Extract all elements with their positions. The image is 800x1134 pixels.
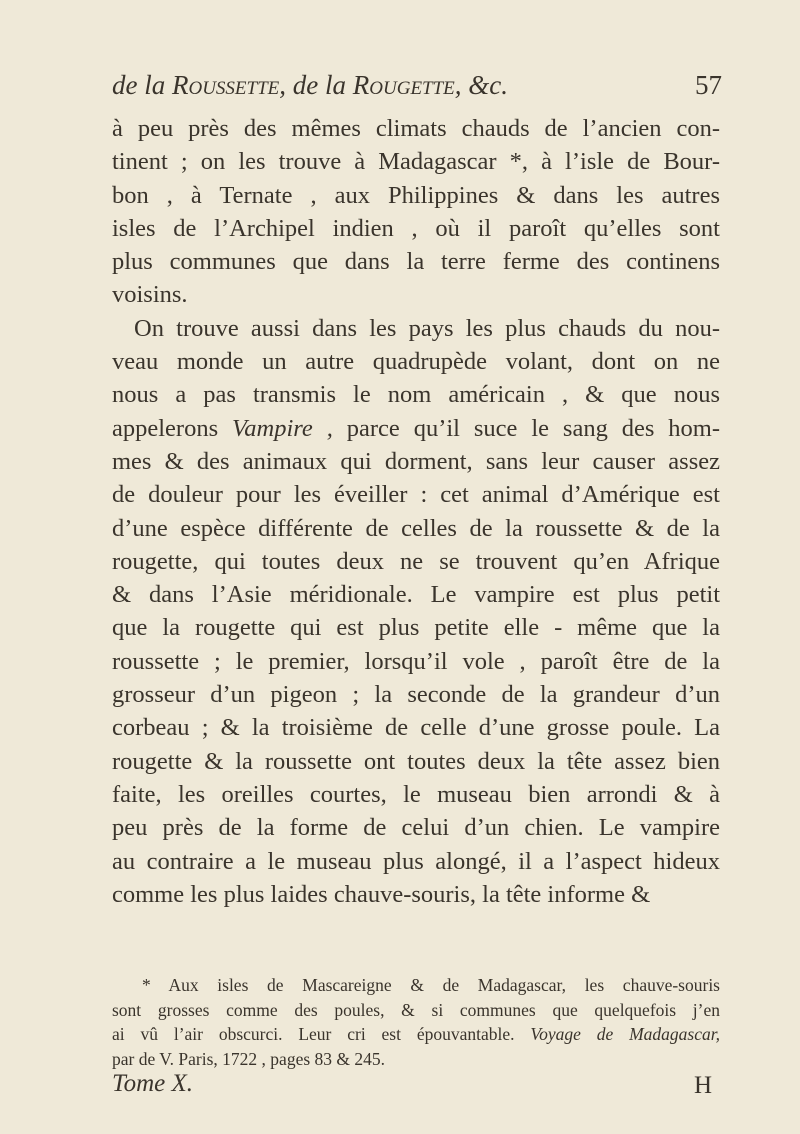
title-word-rougette: Rougette [352,70,455,100]
title-word-roussette: Roussette [172,70,280,100]
running-header [112,70,722,110]
body-line: plus communes que dans la terre ferme des continens [112,248,720,276]
footnote-line: ai vû l’air obscurci. Leur cri est épouvantable. Voyage de Madagascar, [112,1024,720,1044]
title-fragment: , de la [279,70,353,100]
body-line: On trouve aussi dans les pays les plus chauds du nou- [134,314,720,342]
body-line: à peu près des mêmes climats chauds de l’ancien con- [112,115,720,142]
body-line: isles de l’Archipel indien , où il paroît qu’elles sont [112,214,720,242]
body-line: & dans l’Asie méridionale. Le vampire est plus petit [112,581,720,609]
body-line: grosseur d’un pigeon ; la seconde de la grandeur d’un [112,681,720,709]
body-line: comme les plus laides chauve-souris, la tête informe & [112,880,651,908]
page-footer [112,1070,722,1104]
title-fragment: de la [112,70,172,100]
footnote-line: par de V. Paris, 1722 , pages 83 & 245. [112,1048,386,1069]
body-line: rougette & la roussette ont toutes deux la tête assez bien [112,747,720,775]
running-title [112,70,508,101]
body-line: peu près de la forme de celui d’un chien. Le vampire [112,814,720,842]
body-line: bon , à Ternate , aux Philippines & dans les autres [112,181,720,209]
body-line: faite, les oreilles courtes, le museau bien arrondi & à [112,780,720,808]
body-line: nous a pas transmis le nom américain , & que nous [112,381,720,409]
signature-mark: H [693,1072,712,1099]
body-line: au contraire a le museau plus alongé, il a l’aspect hideux [112,847,720,875]
body-line: tinent ; on les trouve à Madagascar *, à l’isle de Bour- [112,148,720,176]
body-line: de douleur pour les éveiller : cet animal d’Amérique est [112,481,720,509]
page-number: 57 [695,70,722,100]
body-line: rougette, qui toutes deux ne se trouvent qu’en Afrique [112,547,720,575]
main-text [112,112,720,911]
body-line: corbeau ; & la troisième de celle d’une grosse poule. La [112,714,720,742]
body-line: voisins. [112,281,188,309]
body-line: appelerons Vampire , parce qu’il suce le sang des hom- [112,414,721,442]
volume-label: Tome X. [112,1070,194,1097]
body-line: que la rougette qui est plus petite elle - même que la [112,614,720,642]
body-line: veau monde un autre quadrupède volant, dont on ne [112,348,720,376]
title-fragment: , &c. [454,70,509,100]
footnote-line: * Aux isles de Mascareigne & de Madagascar, les chauve-souris [142,975,720,995]
footnote [112,973,720,1071]
footnote-line: sont grosses comme des poules, & si communes que quelquefois j’en [112,999,720,1020]
body-line: roussette ; le premier, lorsqu’il vole , paroît être de la [112,647,720,675]
body-line: mes & des animaux qui dorment, sans leur causer assez [112,447,720,475]
body-line: d’une espèce différente de celles de la roussette & de la [112,514,720,542]
